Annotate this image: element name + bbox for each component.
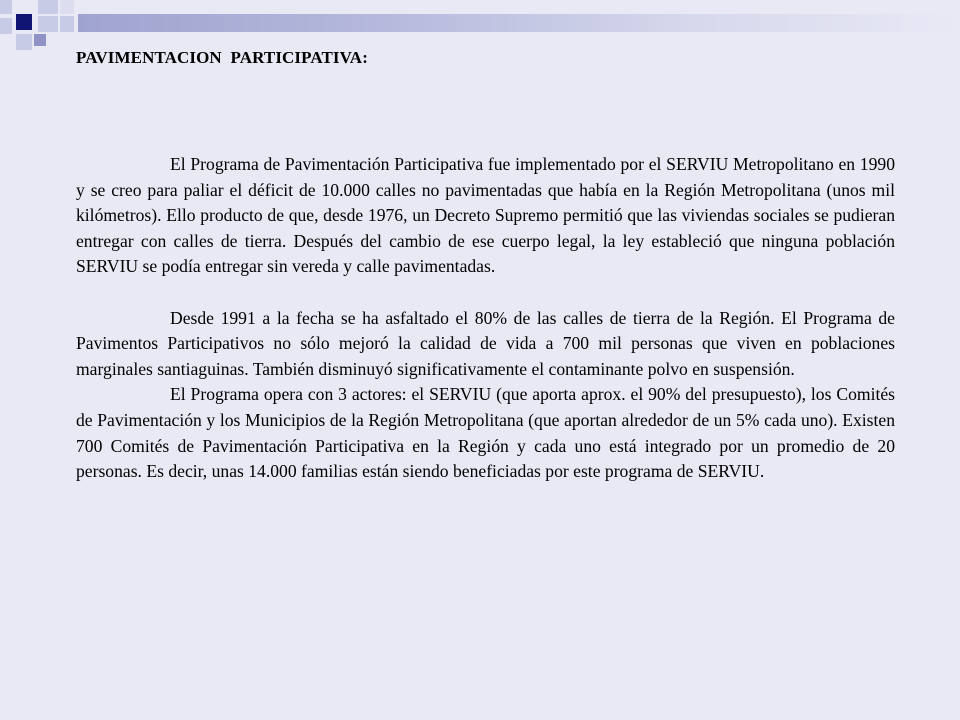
slide-title: PAVIMENTACION PARTICIPATIVA:	[76, 48, 368, 67]
decorative-square	[38, 16, 58, 32]
decorative-square	[34, 34, 46, 46]
decorative-square	[38, 0, 58, 14]
paragraph: El Programa opera con 3 actores: el SERVIU (que aporta aprox. el 90% del presupuesto), los Comités de Pavimentación y los Municipios de la Región Metropolitana (que aportan alrededor de un 5% cada uno). Existen 700 Comités de Pavimentación Participativa en la Región y cada uno está integrado por un promedio de 20 personas. Es decir, unas 14.000 familias están siendo beneficiadas por este programa de SERVIU.	[76, 384, 895, 482]
slide-body	[76, 152, 895, 485]
decorative-square	[16, 14, 32, 30]
decorative-square	[60, 16, 74, 32]
paragraph: El Programa de Pavimentación Participativa fue implementado por el SERVIU Metropolitano en 1990 y se creo para paliar el déficit de 10.000 calles no pavimentadas que había en la Región Metropolitana (unos mil kilómetros). Ello producto de que, desde 1976, un Decreto Supremo permitió que las viviendas sociales se pudieran entregar con calles de tierra. Después del cambio de ese cuerpo legal, la ley estableció que ninguna población SERVIU se podía entregar sin vereda y calle pavimentadas.	[76, 154, 895, 277]
decorative-square	[0, 18, 12, 34]
decorative-square	[60, 0, 74, 14]
paragraph: Desde 1991 a la fecha se ha asfaltado el 80% de las calles de tierra de la Región. El Programa de Pavimentos Participativos no sólo mejoró la calidad de vida a 700 mil personas que viven en poblaciones marginales santiaguinas. También disminuyó significativamente el contaminante polvo en suspensión.	[76, 307, 895, 379]
decorative-square	[0, 0, 12, 14]
header-gradient-bar	[78, 14, 960, 32]
decorative-square	[16, 34, 32, 50]
